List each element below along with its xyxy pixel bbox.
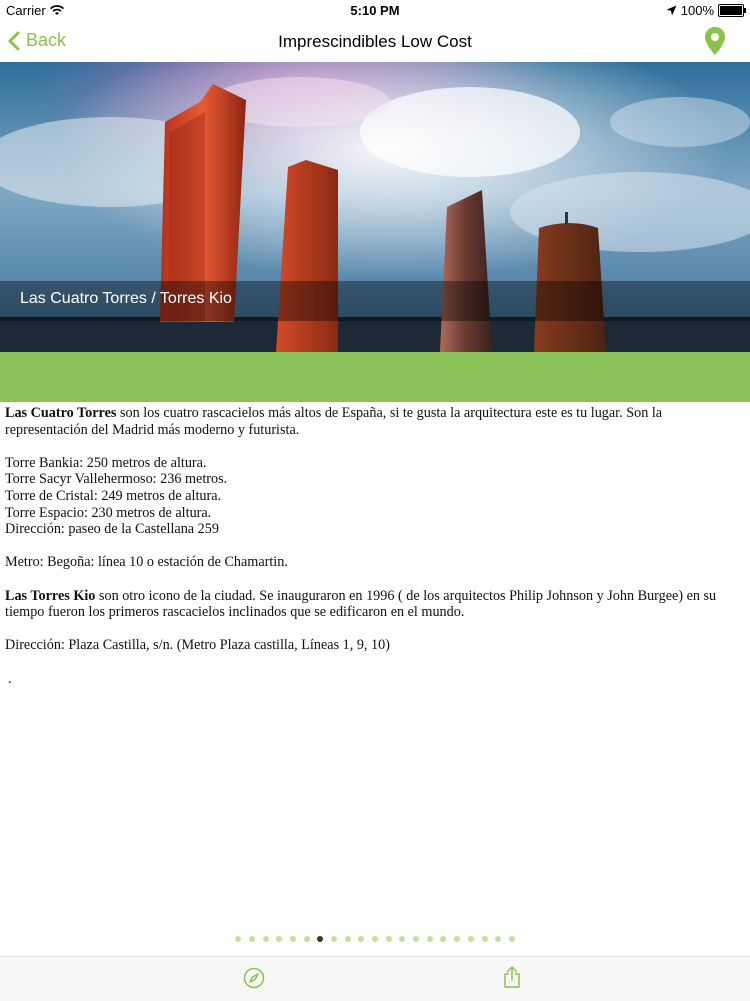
hero-caption-bar xyxy=(0,281,750,321)
direccion-line: Dirección: Plaza Castilla, s/n. (Metro Plaza castilla, Líneas 1, 9, 10) xyxy=(5,637,390,654)
back-label: Back xyxy=(26,30,67,50)
status-right xyxy=(666,3,744,18)
tower-line: Torre Espacio: 230 metros de altura. xyxy=(5,504,212,521)
kio-bold: Las Torres Kio xyxy=(5,587,96,604)
page-indicator[interactable] xyxy=(0,934,750,944)
navigation-bar xyxy=(0,22,750,63)
page-dot[interactable] xyxy=(399,936,405,942)
page-dot[interactable] xyxy=(454,936,460,942)
page-title: Imprescindibles Low Cost xyxy=(278,32,472,51)
page-dot[interactable] xyxy=(386,936,392,942)
page-dot[interactable] xyxy=(427,936,433,942)
metro-line: Metro: Begoña: línea 10 o estación de Chamartin. xyxy=(5,554,288,571)
battery-icon xyxy=(718,4,744,17)
intro-bold: Las Cuatro Torres xyxy=(5,405,117,421)
share-icon xyxy=(502,965,522,989)
compass-button[interactable] xyxy=(243,967,265,994)
compass-icon xyxy=(243,967,265,989)
towers-list xyxy=(5,455,745,538)
location-arrow-icon xyxy=(666,5,677,16)
page-dot[interactable] xyxy=(413,936,419,942)
page-dot-active[interactable] xyxy=(317,936,323,942)
hero-image xyxy=(0,62,750,352)
tower-line: Torre de Cristal: 249 metros de altura. xyxy=(5,487,222,504)
paragraph-intro xyxy=(5,405,745,438)
tower-line: Torre Sacyr Vallehermoso: 236 metros. xyxy=(5,471,228,488)
tower-line: Torre Bankia: 250 metros de altura. xyxy=(5,454,207,471)
page-dot[interactable] xyxy=(440,936,446,942)
trailing-mark: . xyxy=(8,670,12,687)
page-dot[interactable] xyxy=(358,936,364,942)
share-button[interactable] xyxy=(502,965,522,994)
page-dot[interactable] xyxy=(249,936,255,942)
page-dot[interactable] xyxy=(482,936,488,942)
map-pin-icon xyxy=(704,26,726,58)
status-time: 5:10 PM xyxy=(350,3,400,18)
carrier-label: Carrier xyxy=(6,3,46,18)
bottom-toolbar xyxy=(0,956,750,1001)
page-dot[interactable] xyxy=(495,936,501,942)
page-dot[interactable] xyxy=(290,936,296,942)
page-dot[interactable] xyxy=(263,936,269,942)
page-dot[interactable] xyxy=(372,936,378,942)
tower-line: Dirección: paseo de la Castellana 259 xyxy=(5,521,219,538)
page-dot[interactable] xyxy=(331,936,337,942)
map-button[interactable] xyxy=(704,26,726,63)
page-dot[interactable] xyxy=(509,936,515,942)
page-dot[interactable] xyxy=(235,936,241,942)
page-dot[interactable] xyxy=(304,936,310,942)
battery-percent: 100% xyxy=(680,3,714,18)
page-dot[interactable] xyxy=(468,936,474,942)
content-body xyxy=(5,405,745,704)
page-dot[interactable] xyxy=(276,936,282,942)
page-dot[interactable] xyxy=(345,936,351,942)
hero-caption: Las Cuatro Torres / Torres Kio xyxy=(20,290,232,307)
green-band xyxy=(0,352,750,402)
intro-text: son los cuatro rascacielos más altos de España, si te gusta la arquitectura este es tu lugar. Son la representación del Madrid más moderno y futurista. xyxy=(5,405,663,438)
paragraph-kio xyxy=(5,588,745,621)
kio-text: son otro icono de la ciudad. Se inauguraron en 1996 ( de los arquitectos Philip Johnson y John Burgee) en su tiempo fueron los primeros rascacielos inclinados que se edificaron en el mundo. xyxy=(5,587,717,621)
status-bar xyxy=(0,0,750,22)
